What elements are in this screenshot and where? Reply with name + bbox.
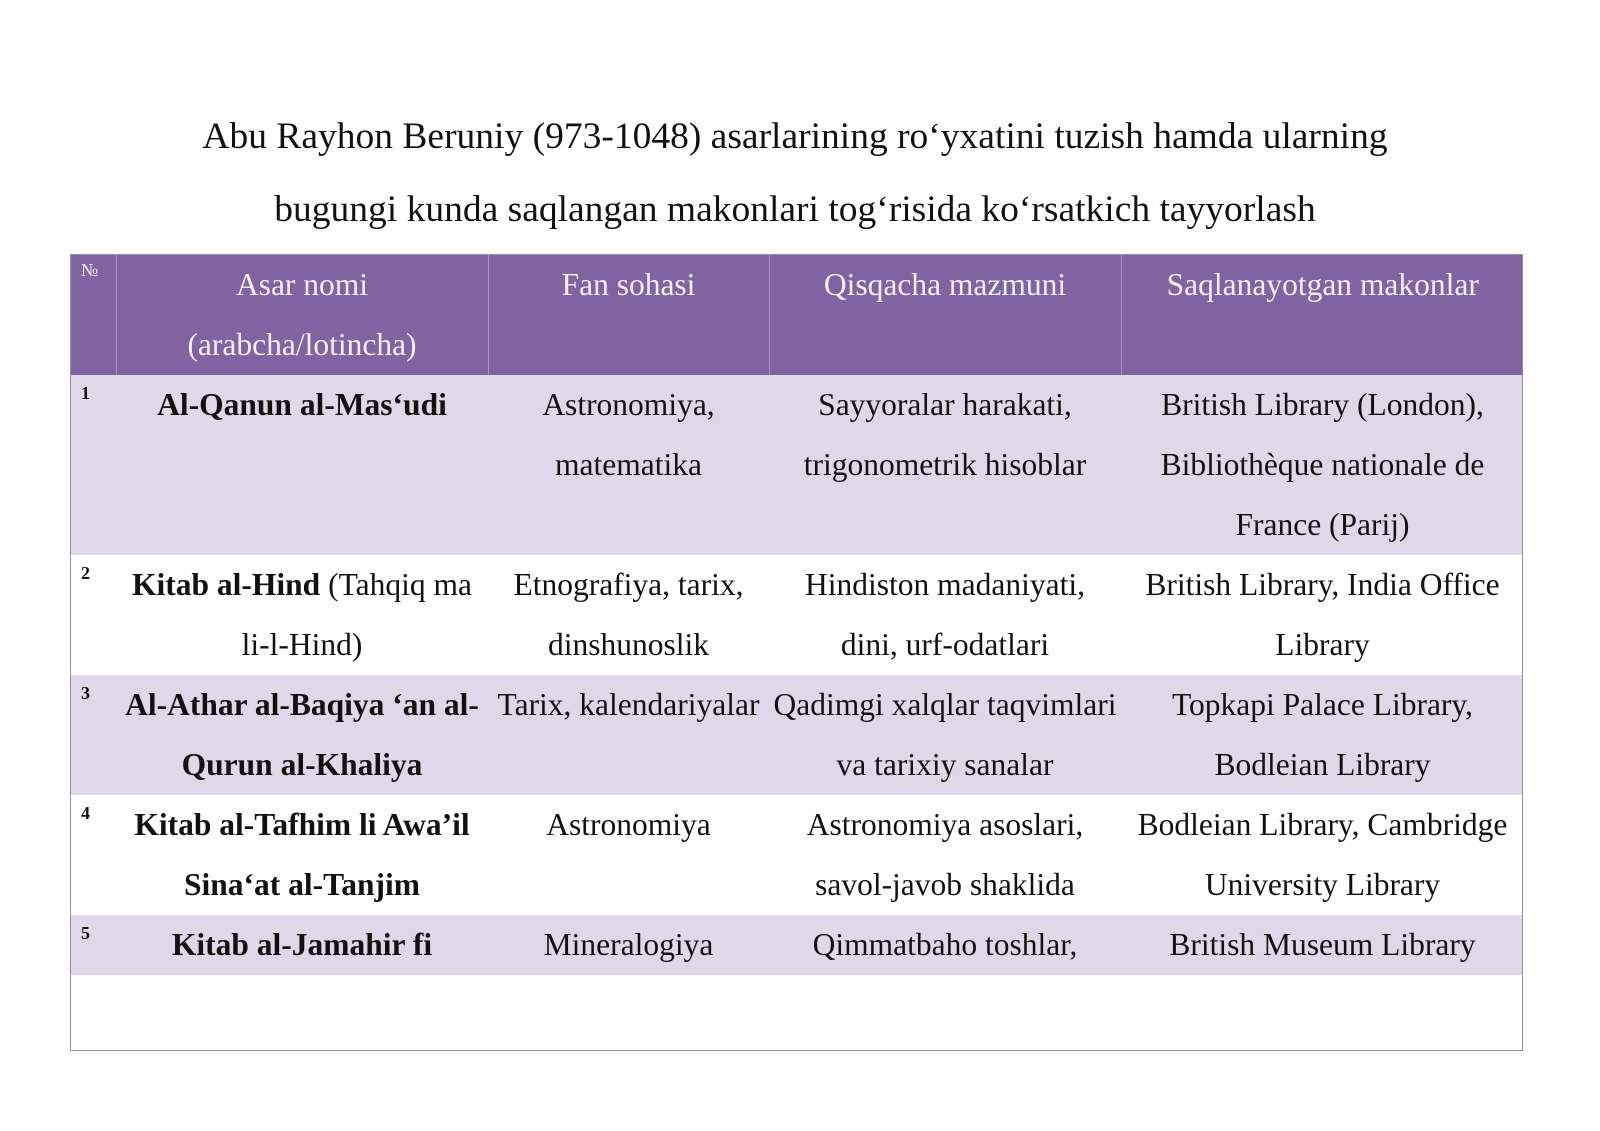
header-row — [71, 255, 1523, 375]
field-cell: Astronomiya — [488, 795, 769, 915]
row-number: 1 — [71, 375, 116, 555]
work-name: Kitab al-Tafhim li Awa’il Sina‘at al-Tanjim — [134, 807, 470, 902]
work-name-extra: (Tahqiq ma li-l-Hind) — [241, 567, 472, 662]
title-line-2: bugungi kunda saqlangan makonlari tog‘risida ko‘rsatkich tayyorlash — [274, 189, 1316, 230]
header-work-name: Asar nomi (arabcha/lotincha) — [116, 255, 488, 375]
table-row — [71, 555, 1523, 675]
work-name: Kitab al-Hind — [132, 567, 321, 602]
description-cell: Astronomiya asoslari, savol-javob shaklida — [769, 795, 1121, 915]
work-name-cell — [116, 915, 488, 975]
row-number: 3 — [71, 675, 116, 795]
work-name: Kitab al-Jamahir fi — [171, 927, 433, 962]
locations-cell: British Library, India Office Library — [1121, 555, 1523, 675]
work-name-cell — [116, 555, 488, 675]
locations-cell: British Museum Library — [1121, 915, 1523, 975]
row-number: 5 — [71, 915, 116, 975]
table-row — [71, 675, 1523, 795]
works-table-container — [70, 254, 1523, 1051]
row-number: 2 — [71, 555, 116, 675]
table-header — [71, 255, 1523, 375]
work-name: Al-Athar al-Baqiya ‘an al-Qurun al-Khaliya — [125, 687, 479, 782]
locations-cell: Bodleian Library, Cambridge University Library — [1121, 795, 1523, 915]
description-cell: Qadimgi xalqlar taqvimlari va tarixiy sanalar — [769, 675, 1121, 795]
description-cell: Hindiston madaniyati, dini, urf-odatlari — [769, 555, 1121, 675]
locations-cell: Topkapi Palace Library, Bodleian Library — [1121, 675, 1523, 795]
table-row — [71, 375, 1523, 555]
table-body — [71, 375, 1523, 975]
field-cell: Mineralogiya — [488, 915, 769, 975]
table-row — [71, 795, 1523, 915]
field-cell: Astronomiya, matematika — [488, 375, 769, 555]
header-field: Fan sohasi — [488, 255, 769, 375]
field-cell: Etnografiya, tarix, dinshunoslik — [488, 555, 769, 675]
work-name: Al-Qanun al-Mas‘udi — [157, 387, 447, 422]
work-name-cell — [116, 675, 488, 795]
header-locations: Saqlanayotgan makonlar — [1121, 255, 1523, 375]
description-cell: Sayyoralar harakati, trigonometrik hisoblar — [769, 375, 1121, 555]
work-name-cell — [116, 375, 488, 555]
header-number: № — [71, 255, 116, 375]
work-name-cell — [116, 795, 488, 915]
header-description: Qisqacha mazmuni — [769, 255, 1121, 375]
row-number: 4 — [71, 795, 116, 915]
works-table — [71, 255, 1523, 975]
field-cell: Tarix, kalendariyalar — [488, 675, 769, 795]
table-row — [71, 915, 1523, 975]
description-cell: Qimmatbaho toshlar, — [769, 915, 1121, 975]
title-line-1: Abu Rayhon Beruniy (973-1048) asarlarining ro‘yxatini tuzish hamda ularning — [202, 116, 1388, 157]
document-title — [70, 100, 1520, 246]
locations-cell: British Library (London), Bibliothèque nationale de France (Parij) — [1121, 375, 1523, 555]
